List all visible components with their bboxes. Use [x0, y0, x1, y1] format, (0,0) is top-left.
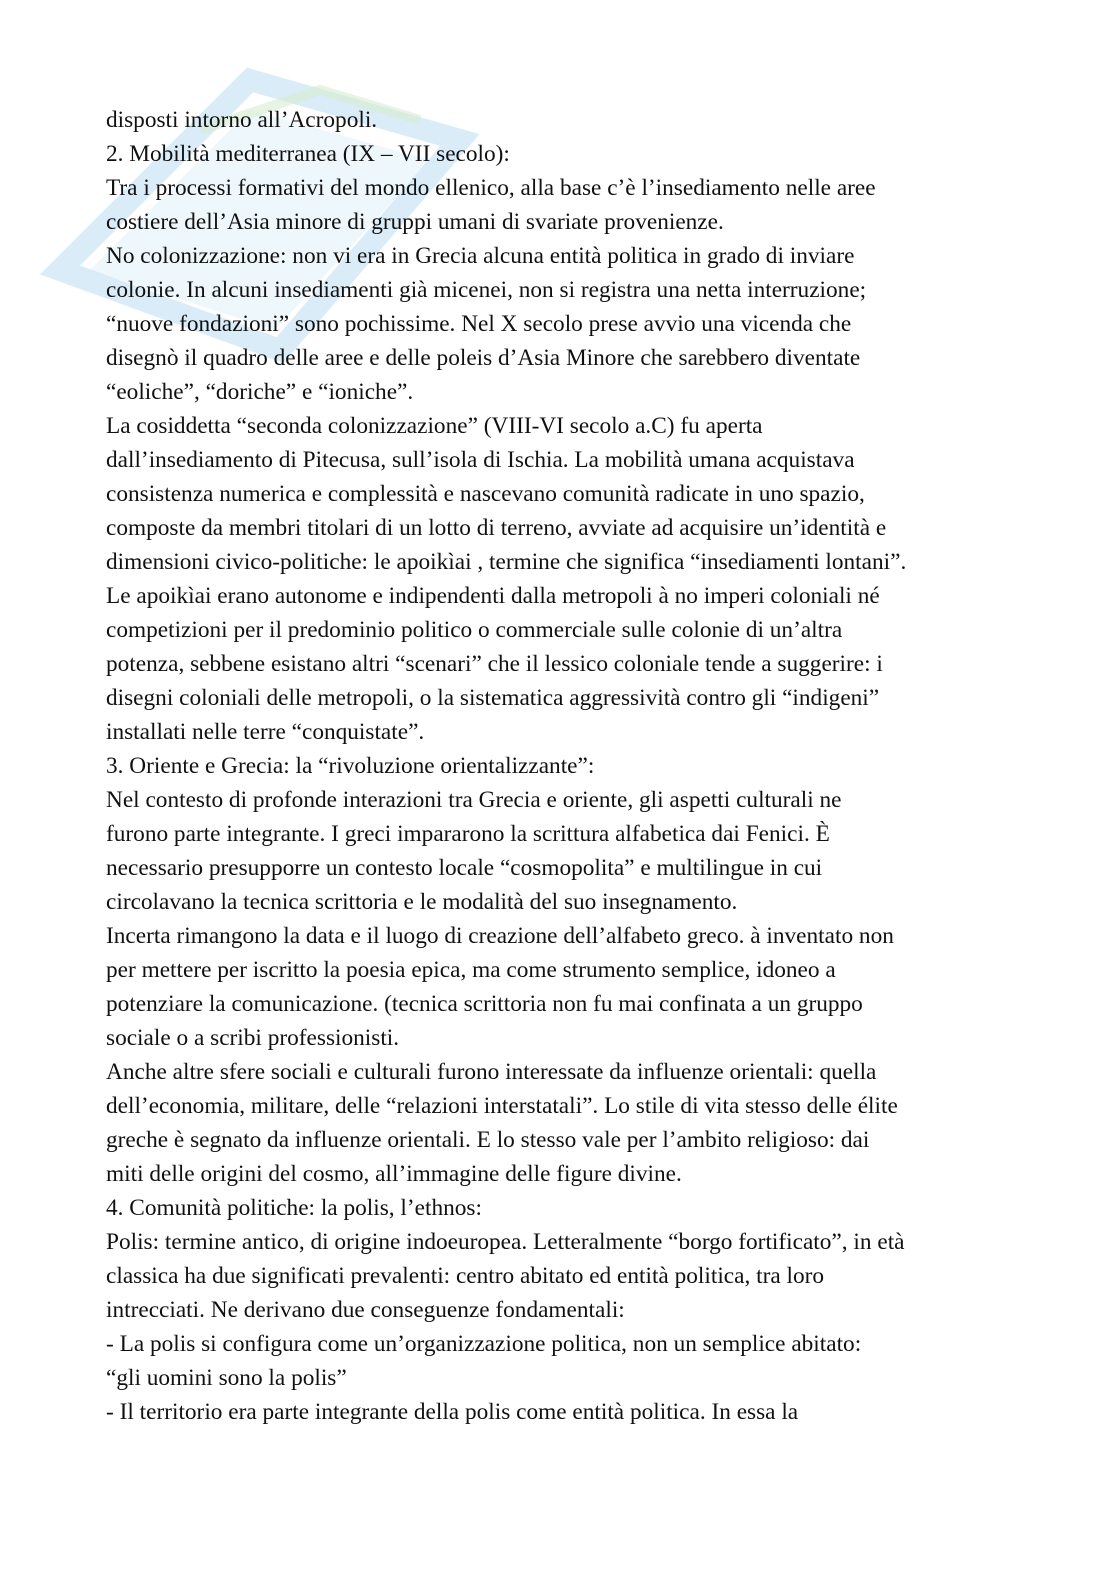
text-line: dall’insediamento di Pitecusa, sull’isola di Ischia. La mobilità umana acquistava	[106, 447, 855, 473]
text-line: competizioni per il predominio politico o commerciale sulle colonie di un’altra	[106, 617, 843, 643]
text-line: Le apoikìai erano autonome e indipendenti dalla metropoli à no imperi coloniali né	[106, 583, 880, 609]
text-line: colonie. In alcuni insediamenti già micenei, non si registra una netta interruzione;	[106, 277, 867, 303]
text-line: circolavano la tecnica scrittoria e le modalità del suo insegnamento.	[106, 889, 738, 915]
text-line: intrecciati. Ne derivano due conseguenze fondamentali:	[106, 1297, 625, 1323]
text-line: potenza, sebbene esistano altri “scenari” che il lessico coloniale tende a suggerire: i	[106, 651, 883, 677]
text-line: per mettere per iscritto la poesia epica, ma come strumento semplice, idoneo a	[106, 957, 836, 983]
text-line: “eoliche”, “doriche” e “ioniche”.	[106, 379, 414, 405]
list-item-line: - Il territorio era parte integrante della polis come entità politica. In essa la	[106, 1399, 799, 1425]
text-line: potenziare la comunicazione. (tecnica scrittoria non fu mai confinata a un gruppo	[106, 991, 863, 1017]
text-line: disposti intorno all’Acropoli.	[106, 107, 378, 133]
section-heading-4: 4. Comunità politiche: la polis, l’ethnos:	[106, 1195, 482, 1221]
text-line: costiere dell’Asia minore di gruppi umani di svariate provenienze.	[106, 209, 724, 235]
text-line: miti delle origini del cosmo, all’immagine delle figure divine.	[106, 1161, 682, 1187]
text-line: disegnò il quadro delle aree e delle poleis d’Asia Minore che sarebbero diventate	[106, 345, 861, 371]
text-line: greche è segnato da influenze orientali. E lo stesso vale per l’ambito religioso: dai	[106, 1127, 870, 1153]
section-heading-3: 3. Oriente e Grecia: la “rivoluzione orientalizzante”:	[106, 753, 595, 779]
text-line: La cosiddetta “seconda colonizzazione” (VIII-VI secolo a.C) fu aperta	[106, 413, 763, 439]
text-line: Polis: termine antico, di origine indoeuropea. Letteralmente “borgo fortificato”, in età	[106, 1229, 905, 1255]
text-line: “nuove fondazioni” sono pochissime. Nel X secolo prese avvio una vicenda che	[106, 311, 852, 337]
text-line: dimensioni civico-politiche: le apoikìai , termine che significa “insediamenti lontani”.	[106, 549, 907, 575]
section-heading-2: 2. Mobilità mediterranea (IX – VII secolo):	[106, 141, 510, 167]
text-line: No colonizzazione: non vi era in Grecia alcuna entità politica in grado di inviare	[106, 243, 855, 269]
text-line: Nel contesto di profonde interazioni tra Grecia e oriente, gli aspetti culturali ne	[106, 787, 842, 813]
text-line: furono parte integrante. I greci impararono la scrittura alfabetica dai Fenici. È	[106, 821, 830, 847]
text-line: Incerta rimangono la data e il luogo di creazione dell’alfabeto greco. à inventato non	[106, 923, 894, 949]
text-line: sociale o a scribi professionisti.	[106, 1025, 400, 1051]
text-line: classica ha due significati prevalenti: centro abitato ed entità politica, tra loro	[106, 1263, 825, 1289]
text-line: consistenza numerica e complessità e nascevano comunità radicate in uno spazio,	[106, 481, 865, 507]
text-line: composte da membri titolari di un lotto di terreno, avviate ad acquisire un’identità e	[106, 515, 887, 541]
text-line: Anche altre sfere sociali e culturali furono interessate da influenze orientali: quella	[106, 1059, 877, 1085]
text-line: dell’economia, militare, delle “relazioni interstatali”. Lo stile di vita stesso delle élite	[106, 1093, 898, 1119]
text-line: disegni coloniali delle metropoli, o la sistematica aggressività contro gli “indigeni”	[106, 685, 880, 711]
document-page	[106, 103, 1016, 1429]
text-line: “gli uomini sono la polis”	[106, 1365, 347, 1391]
text-line: necessario presupporre un contesto locale “cosmopolita” e multilingue in cui	[106, 855, 823, 881]
text-line: installati nelle terre “conquistate”.	[106, 719, 425, 745]
list-item-line: - La polis si configura come un’organizzazione politica, non un semplice abitato:	[106, 1331, 862, 1357]
text-line: Tra i processi formativi del mondo ellenico, alla base c’è l’insediamento nelle aree	[106, 175, 876, 201]
